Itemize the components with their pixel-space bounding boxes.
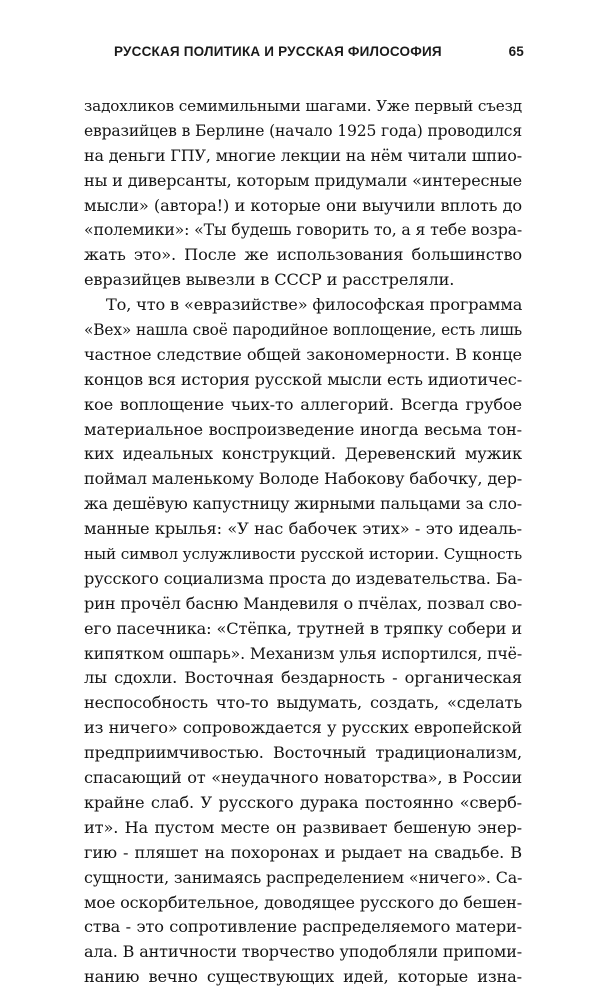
text-line: материальное воспроизведение иногда весьма тон- xyxy=(84,419,522,439)
text-line: мысли» (автора!) и которые они выучили вплоть до xyxy=(84,195,522,215)
text-line: ны и диверсанты, которым придумали «интересные xyxy=(84,170,522,190)
text-line: жать это». После же использования большинство xyxy=(84,245,522,265)
text-line: гию - пляшет на похоронах и рыдает на свадьбе. В xyxy=(84,842,522,862)
text-line: сущности, занимаясь распределением «ничего». Са- xyxy=(84,867,523,887)
text-line: ких идеальных конструкций. Деревенский мужик xyxy=(84,444,522,464)
text-line: из ничего» сопровождается у русских европейской xyxy=(84,718,522,738)
text-line: частное следствие общей закономерности. В конце xyxy=(84,344,522,364)
text-line: задохликов семимильными шагами. Уже первый съезд xyxy=(84,97,522,115)
text-line: рин прочёл басню Мандевиля о пчёлах, позвал сво- xyxy=(84,593,523,613)
text-line: «Вех» нашла своё пародийное воплощение, есть лишь xyxy=(84,321,522,340)
text-line: русского социализма проста до издевательства. Ба- xyxy=(84,568,523,588)
text-line: концов вся история русской мысли есть идиотичес- xyxy=(84,369,523,389)
running-title: РУССКАЯ ПОЛИТИКА И РУССКАЯ ФИЛОСОФИЯ xyxy=(114,44,442,59)
text-line: спасающий от «неудачного новаторства», в России xyxy=(84,768,522,788)
text-line: поймал маленькому Володе Набокову бабочку, дер- xyxy=(84,469,523,489)
body-text xyxy=(84,94,522,990)
text-line: на деньги ГПУ, многие лекции на нём читали шпио- xyxy=(84,145,522,165)
text-line: крайне слаб. У русского дурака постоянно «сверб- xyxy=(84,792,522,812)
text-line: предприимчивостью. Восточный традиционализм, xyxy=(84,743,522,763)
text-line: евразийцев вывезли в СССР и расстреляли. xyxy=(84,270,455,290)
text-line: его пасечника: «Стёпка, трутней в тряпку собери и xyxy=(84,618,522,638)
text-line: ит». На пустом месте он развивает бешеную энер- xyxy=(84,817,522,837)
text-line: «полемики»: «Ты будешь говорить то, а я тебе возра- xyxy=(84,220,523,240)
text-line: ала. В античности творчество уподобляли припоми- xyxy=(84,942,522,962)
text-line: манные крылья: «У нас бабочек этих» - это идеаль- xyxy=(84,519,522,539)
text-line: евразийцев в Берлине (начало 1925 года) проводился xyxy=(84,121,522,140)
text-line: То, что в «евразийстве» философская программа xyxy=(106,295,523,315)
text-line: кипятком ошпарь». Механизм улья испортился, пчё- xyxy=(84,643,522,663)
text-line: лы сдохли. Восточная бездарность - органическая xyxy=(84,668,522,688)
text-line: ства - это сопротивление распределяемого матери- xyxy=(84,917,522,937)
text-line: мое оскорбительное, доводящее русского до бешен- xyxy=(84,892,522,912)
text-line: неспособность что-то выдумать, создать, «сделать xyxy=(84,693,522,713)
page-number: 65 xyxy=(508,44,524,59)
text-line: жа дешёвую капустницу жирными пальцами за сло- xyxy=(84,494,523,514)
text-line: нанию вечно существующих идей, которые изна- xyxy=(84,967,522,987)
running-head xyxy=(84,44,524,64)
text-line: кое воплощение чьих-то аллегорий. Всегда грубое xyxy=(84,394,522,414)
text-line: ный символ услужливости русской истории. Сущность xyxy=(84,545,522,564)
